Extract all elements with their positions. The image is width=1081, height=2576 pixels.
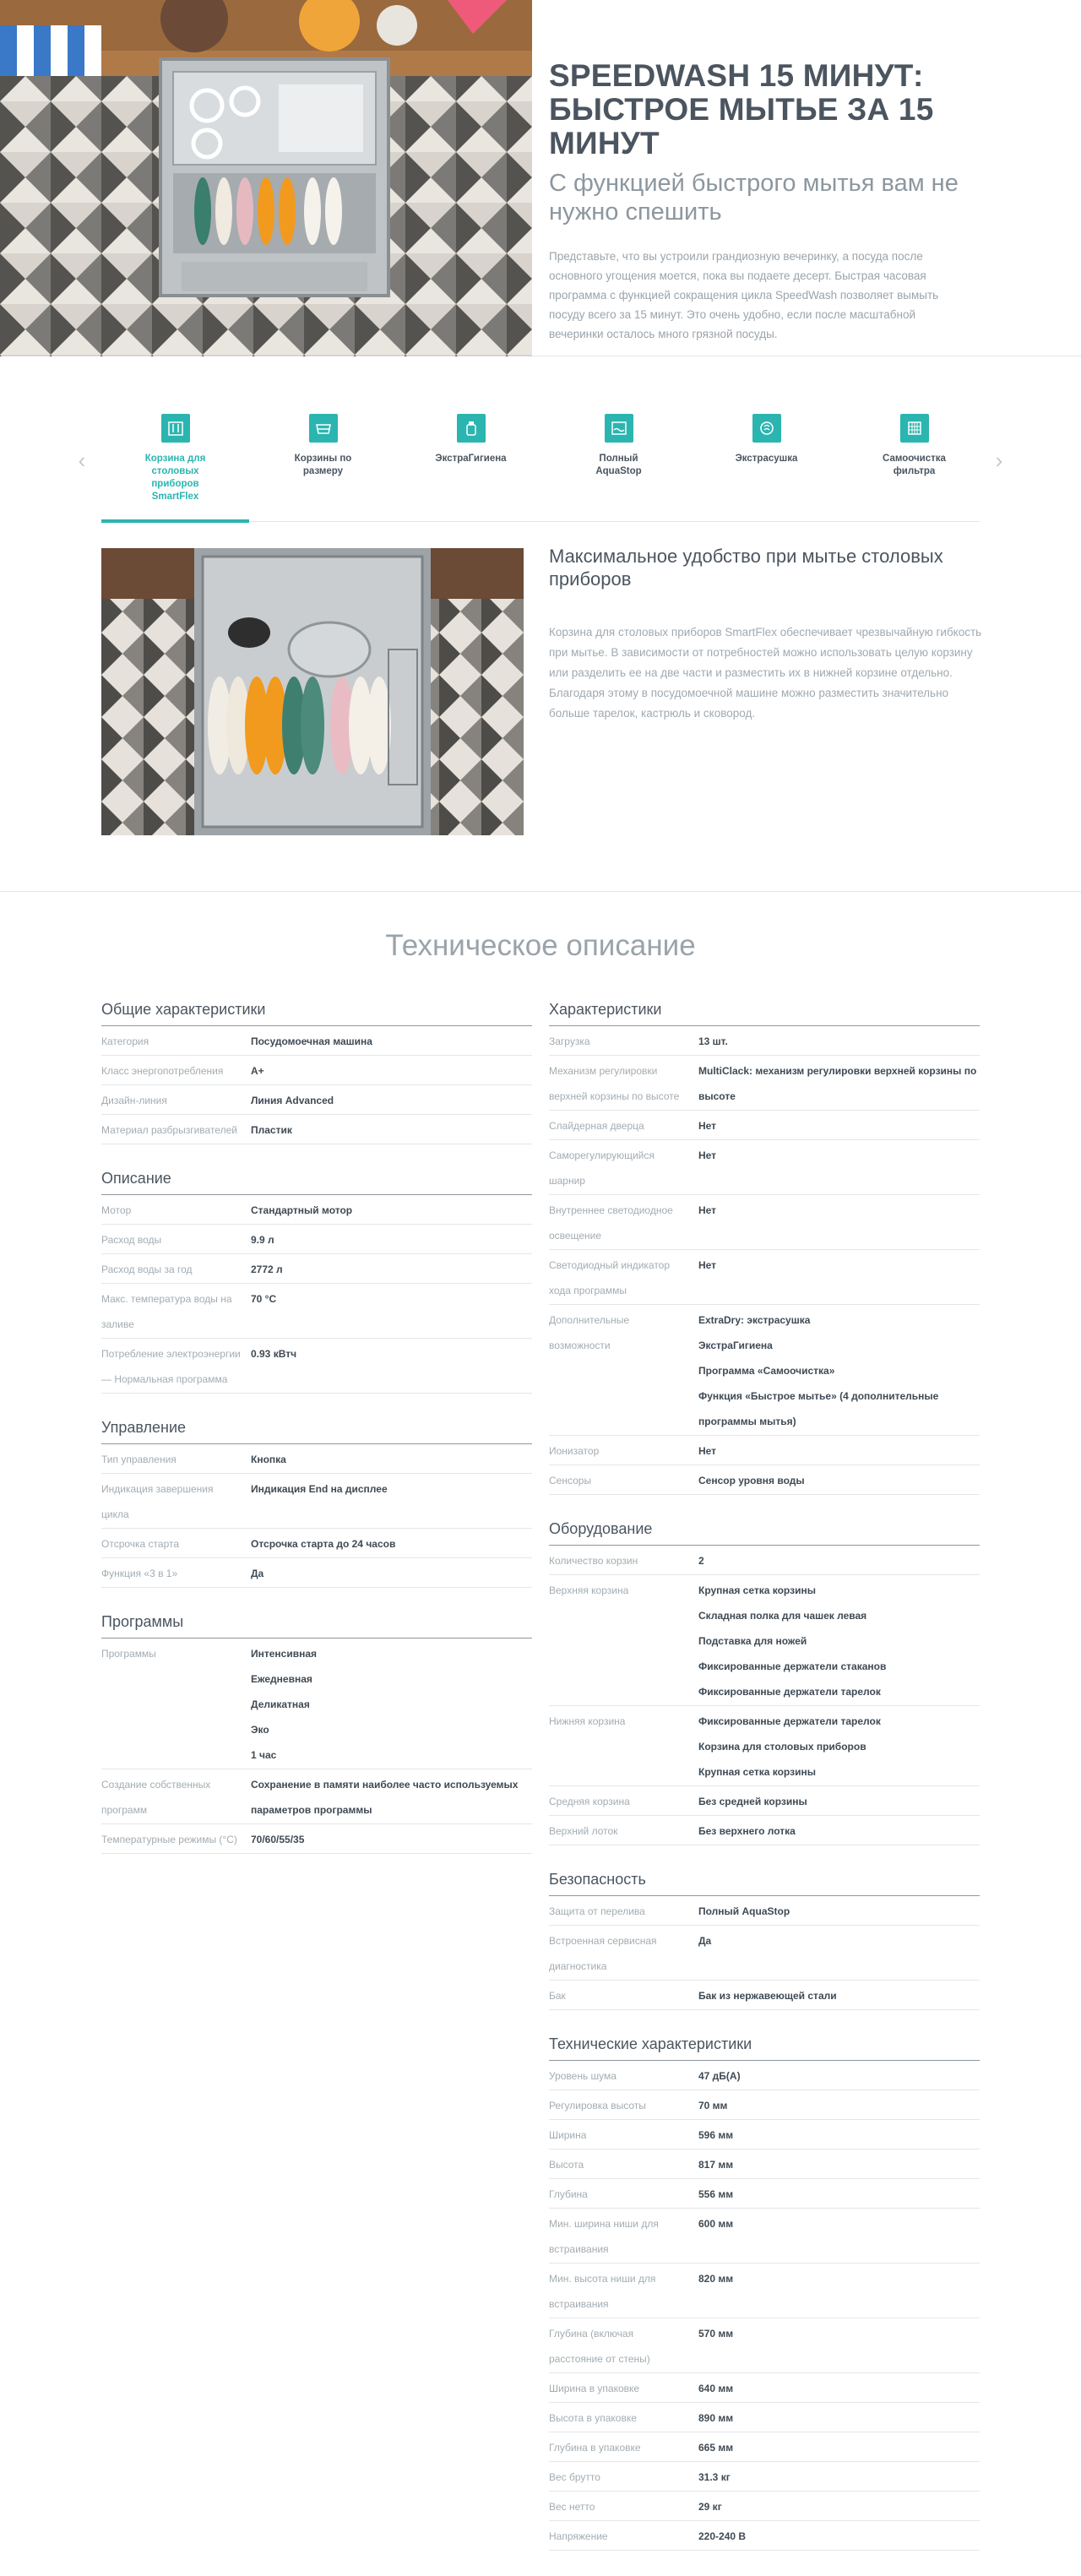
spec-value [251, 1088, 532, 1113]
tab-filter-cleaning[interactable] [840, 414, 988, 521]
tab-label: Корзины по размеру [294, 454, 352, 476]
filter-icon [900, 414, 929, 443]
spec-row [101, 1444, 532, 1474]
spec-key: Нижняя корзина [549, 1715, 626, 1727]
spec-group-title: Описание [101, 1170, 532, 1195]
spec-value [251, 1827, 532, 1852]
spec-value-line: Складная полка для чашек левая [698, 1610, 867, 1622]
spec-row [549, 1250, 980, 1305]
spec-value-line: Сенсор уровня воды [698, 1475, 805, 1486]
spec-row [101, 1339, 532, 1394]
spec-row [549, 1786, 980, 1816]
spec-key: Глубина (включая расстояние от стены) [549, 2328, 650, 2365]
spec-key: Средняя корзина [549, 1796, 630, 1807]
spec-key: Механизм регулировки верхней корзины по высоте [549, 1065, 680, 1102]
tab-smartflex[interactable] [101, 414, 249, 521]
spec-value [251, 1772, 532, 1823]
feature-tabs [101, 397, 980, 522]
spec-value-line: Стандартный мотор [251, 1204, 353, 1216]
spec-row [549, 1305, 980, 1436]
spec-key: Мин. высота ниши для встраивания [549, 2273, 656, 2310]
spec-row [101, 1639, 532, 1769]
spec-value-line: Нет [698, 1259, 717, 1271]
spec-row [101, 1769, 532, 1824]
spec-group [549, 1001, 980, 1495]
spec-key: Глубина в упаковке [549, 2442, 641, 2454]
tab-label: Самоочистка фильтра [883, 454, 946, 476]
spec-value [698, 1818, 980, 1844]
spec-group-title: Характеристики [549, 1001, 980, 1026]
spec-value-line: MultiClack: механизм регулировки верхней корзины по высоте [698, 1065, 977, 1102]
hero-section [0, 0, 1081, 356]
tab-label: ЭкстраГигиена [435, 454, 507, 464]
spec-value [698, 1928, 980, 1979]
spec-row [101, 1195, 532, 1225]
spec-value-line: Да [698, 1935, 712, 1947]
spec-group [101, 1001, 532, 1144]
spec-value-line: 596 мм [698, 2129, 734, 2141]
spec-value [698, 1307, 980, 1434]
spec-group-title: Программы [101, 1613, 532, 1639]
spec-key: Макс. температура воды на заливе [101, 1293, 232, 1330]
spec-value [698, 2321, 980, 2372]
spec-group [549, 1871, 980, 2010]
spec-value-line: 2772 л [251, 1264, 283, 1275]
spec-value [698, 2093, 980, 2118]
hero-image [0, 0, 532, 356]
feature-image [101, 548, 524, 835]
tab-extra-hygiene[interactable] [397, 414, 545, 521]
tab-basket-sizes[interactable] [249, 414, 397, 521]
spec-group-title: Управление [101, 1419, 532, 1444]
spec-row [101, 1115, 532, 1144]
spec-value [251, 1476, 532, 1527]
spec-value-line: Эко [251, 1724, 269, 1736]
spec-value [698, 1468, 980, 1493]
spec-value [698, 2465, 980, 2490]
spec-value-line: 31.3 кг [698, 2471, 731, 2483]
active-tab-indicator [101, 519, 249, 523]
spec-value [698, 1438, 980, 1464]
spec-row [101, 1056, 532, 1085]
spec-value-line: Полный AquaStop [698, 1905, 790, 1917]
feature-title: Максимальное удобство при мытье столовых приборов [549, 546, 943, 590]
specs-right-column [549, 1001, 980, 2576]
spec-value-line: Интенсивная [251, 1648, 318, 1660]
spec-value-line: Программа «Самоочистка» [698, 1365, 835, 1377]
spec-value-line: 820 мм [698, 2273, 734, 2285]
spec-value-line: 556 мм [698, 2188, 734, 2200]
spec-key: Индикация завершения цикла [101, 1483, 214, 1520]
spec-value [698, 1709, 980, 1785]
lower-basket-image [101, 548, 524, 835]
spec-value-line: Пластик [251, 1124, 292, 1136]
spec-value-line: 640 мм [698, 2383, 734, 2394]
spec-row [549, 2462, 980, 2492]
spec-key: Потребление электроэнергии — Нормальная программа [101, 1348, 241, 1385]
spec-row [549, 2264, 980, 2318]
spec-value [698, 1113, 980, 1139]
carousel-next-arrow-icon[interactable]: › [995, 447, 1003, 473]
spec-value [698, 1899, 980, 1924]
spec-value-line: Нет [698, 1149, 717, 1161]
spec-row [549, 1436, 980, 1465]
drying-icon [752, 414, 781, 443]
hero-subtitle: С функцией быстрого мытья вам не нужно спешить [549, 170, 959, 226]
spec-key: Слайдерная дверца [549, 1120, 644, 1132]
spec-value [698, 2122, 980, 2148]
spec-value [251, 1227, 532, 1253]
spec-value-line: Кнопка [251, 1454, 286, 1465]
spec-value [251, 1286, 532, 1337]
spec-value-line: A+ [251, 1065, 264, 1077]
spec-key: Дизайн-линия [101, 1095, 167, 1106]
feature-text [549, 545, 988, 724]
spec-row [101, 1474, 532, 1529]
spec-value-line: 817 мм [698, 2159, 734, 2171]
spec-value [698, 1198, 980, 1248]
spec-value-line: Бак из нержавеющей стали [698, 1990, 837, 2002]
spec-key: Встроенная сервисная диагностика [549, 1935, 657, 1972]
spec-group-title: Оборудование [549, 1520, 980, 1546]
spec-value [698, 2063, 980, 2089]
spec-row [101, 1824, 532, 1854]
spec-value [251, 1117, 532, 1143]
spec-value [698, 1029, 980, 1054]
tab-label: Корзина для столовых приборов SmartFlex [144, 454, 206, 502]
spec-key: Напряжение [549, 2530, 608, 2542]
spec-row [549, 1140, 980, 1195]
tab-extra-drying[interactable] [693, 414, 840, 521]
spec-key: Мотор [101, 1204, 132, 1216]
spec-row [549, 2179, 980, 2209]
spec-value-line: 2 [698, 1555, 704, 1567]
spec-key: Функция «3 в 1» [101, 1568, 178, 1579]
spec-key: Мин. ширина ниши для встраивания [549, 2218, 659, 2255]
spec-row [549, 2492, 980, 2521]
spec-key: Категория [101, 1035, 149, 1047]
spec-value-line: 9.9 л [251, 1234, 274, 1246]
spec-value [251, 1341, 532, 1392]
spec-group-title: Общие характеристики [101, 1001, 532, 1026]
spec-value [698, 2376, 980, 2401]
spec-value-line: 600 мм [698, 2218, 734, 2230]
specs-left-column [101, 1001, 532, 1879]
spec-value-line: Нет [698, 1120, 717, 1132]
spec-row [549, 2120, 980, 2149]
spec-row [101, 1284, 532, 1339]
spec-value [698, 1253, 980, 1303]
spec-value-line: Индикация End на дисплее [251, 1483, 388, 1495]
spec-key: Расход воды за год [101, 1264, 193, 1275]
spec-key: Отсрочка старта [101, 1538, 180, 1550]
spec-row [549, 2209, 980, 2264]
spec-value-line: 70 мм [698, 2100, 728, 2111]
spec-row [549, 1926, 980, 1981]
spec-value [251, 1198, 532, 1223]
hero-description: Представьте, что вы устроили грандиозную вечеринку, а посуда после основного угощения моется, пока вы подаете десерт. Быстрая часовая программа с функцией сокращения цикла SpeedWash позволяет вымыть посуду всего за 15 минут. Это очень удобно, если после масштабной вечеринки осталось много грязной посуды. [549, 250, 939, 340]
spec-value-line: Без средней корзины [698, 1796, 807, 1807]
spec-value [698, 2524, 980, 2549]
spec-value [251, 1058, 532, 1084]
spec-value-line: Деликатная [251, 1698, 310, 1710]
section-divider [0, 891, 1081, 892]
spec-row [549, 1026, 980, 1056]
spec-value-line: 665 мм [698, 2442, 734, 2454]
specs-heading: Техническое описание [385, 929, 696, 962]
spec-value [698, 1578, 980, 1704]
spec-key: Вес нетто [549, 2501, 595, 2513]
spec-row [549, 1111, 980, 1140]
spec-value [698, 2405, 980, 2431]
spec-row [101, 1225, 532, 1254]
spec-value-line: Ежедневная [251, 1673, 312, 1685]
spec-row [549, 1056, 980, 1111]
basket-size-icon [309, 414, 338, 443]
spec-key: Защита от перелива [549, 1905, 645, 1917]
spec-value [698, 2266, 980, 2317]
spec-value-line: Функция «Быстрое мытье» (4 дополнительные программы мытья) [698, 1390, 939, 1427]
spec-value-line: Посудомоечная машина [251, 1035, 372, 1047]
spec-value-line: Корзина для столовых приборов [698, 1741, 866, 1753]
aquastop-icon [605, 414, 633, 443]
spec-key: Бак [549, 1990, 566, 2002]
spec-value [698, 2182, 980, 2207]
spec-value-line: 1 час [251, 1749, 277, 1761]
spec-value [698, 1143, 980, 1193]
spec-row [101, 1529, 532, 1558]
spec-value [698, 1983, 980, 2008]
spec-value-line: 0.93 кВтч [251, 1348, 297, 1360]
spec-group [101, 1419, 532, 1588]
spec-value-line: Без верхнего лотка [698, 1825, 796, 1837]
dishwasher-open-image [0, 0, 532, 356]
spec-key: Высота в упаковке [549, 2412, 637, 2424]
spec-key: Тип управления [101, 1454, 177, 1465]
spec-value-line: Линия Advanced [251, 1095, 334, 1106]
spec-value-line: Фиксированные держатели тарелок [698, 1686, 881, 1698]
spec-value-line: 570 мм [698, 2328, 734, 2340]
spec-row [549, 1465, 980, 1495]
spec-value-line: Фиксированные держатели тарелок [698, 1715, 881, 1727]
spec-row [549, 1575, 980, 1706]
spec-row [549, 2061, 980, 2090]
spec-row [549, 2090, 980, 2120]
spec-value-line: 220-240 В [698, 2530, 747, 2542]
spec-value-line: Фиксированные держатели стаканов [698, 1660, 887, 1672]
spec-key: Саморегулирующийся шарнир [549, 1149, 655, 1187]
spec-row [101, 1558, 532, 1588]
spec-value-line: Да [251, 1568, 264, 1579]
spec-key: Дополнительные возможности [549, 1314, 629, 1351]
spec-value [698, 2494, 980, 2519]
spec-group [101, 1170, 532, 1394]
carousel-prev-arrow-icon[interactable]: ‹ [78, 447, 86, 473]
spec-key: Уровень шума [549, 2070, 617, 2082]
spec-key: Высота [549, 2159, 584, 2171]
spec-value-line: 70/60/55/35 [251, 1834, 305, 1845]
spec-value-line: 47 дБ(А) [698, 2070, 741, 2082]
feature-description: Корзина для столовых приборов SmartFlex обеспечивает чрезвычайную гибкость при мытье. В зависимости от потребностей можно использовать целую корзину или разделить ее на две части и разместить их в нижней корзине отдельно. Благодаря этому в посудомоечной машине можно разместить значительно больше тарелок, кастрюль и сковород. [549, 626, 982, 720]
spec-value-line: Подставка для ножей [698, 1635, 807, 1647]
tab-aquastop[interactable] [545, 414, 693, 521]
spec-value-line: Сохранение в памяти наиболее часто используемых параметров программы [251, 1779, 519, 1816]
hero-text [549, 59, 988, 344]
spec-key: Внутреннее светодиодное освещение [549, 1204, 673, 1242]
spec-value-line: 29 кг [698, 2501, 722, 2513]
spec-value [251, 1531, 532, 1557]
spec-row [549, 1546, 980, 1575]
spec-group [549, 2035, 980, 2551]
spec-row [549, 2521, 980, 2551]
spec-key: Вес брутто [549, 2471, 600, 2483]
spec-key: Верхний лоток [549, 1825, 618, 1837]
spec-row [549, 1706, 980, 1786]
spec-value [251, 1029, 532, 1054]
spec-value-line: Отсрочка старта до 24 часов [251, 1538, 396, 1550]
spec-key: Светодиодный индикатор хода программы [549, 1259, 671, 1296]
spec-value [251, 1447, 532, 1472]
tab-label: Экстрасушка [735, 454, 798, 464]
spec-key: Верхняя корзина [549, 1584, 629, 1596]
spec-key: Загрузка [549, 1035, 590, 1047]
spec-value [251, 1257, 532, 1282]
spec-key: Ионизатор [549, 1445, 600, 1457]
spec-value-line: 890 мм [698, 2412, 734, 2424]
tab-label: Полный AquaStop [595, 454, 642, 476]
spec-value-line: Крупная сетка корзины [698, 1766, 816, 1778]
spec-value-line: Крупная сетка корзины [698, 1584, 816, 1596]
spec-row [549, 2403, 980, 2432]
spec-value [251, 1641, 532, 1768]
spec-group-title: Безопасность [549, 1871, 980, 1896]
spec-row [101, 1026, 532, 1056]
spec-key: Создание собственных программ [101, 1779, 211, 1816]
spec-key: Класс энергопотребления [101, 1065, 224, 1077]
spec-value-line: Нет [698, 1445, 717, 1457]
spec-row [101, 1254, 532, 1284]
spec-value-line: ЭкстраГигиена [698, 1340, 773, 1351]
spec-key: Температурные режимы (°C) [101, 1834, 237, 1845]
spec-row [549, 1816, 980, 1845]
spec-value [698, 1548, 980, 1573]
spec-value [251, 1561, 532, 1586]
spec-row [549, 2432, 980, 2462]
spec-key: Количество корзин [549, 1555, 638, 1567]
spec-key: Ширина в упаковке [549, 2383, 640, 2394]
spec-value [698, 2211, 980, 2262]
spec-row [101, 1085, 532, 1115]
spec-group-title: Технические характеристики [549, 2035, 980, 2061]
spec-value-line: 70 °C [251, 1293, 277, 1305]
spec-row [549, 2149, 980, 2179]
bottle-icon [457, 414, 486, 443]
spec-row [549, 1896, 980, 1926]
spec-value-line: 13 шт. [698, 1035, 728, 1047]
spec-key: Расход воды [101, 1234, 162, 1246]
spec-row [549, 1981, 980, 2010]
spec-value [698, 2152, 980, 2177]
spec-value [698, 1789, 980, 1814]
spec-value [698, 2435, 980, 2460]
spec-key: Программы [101, 1648, 156, 1660]
spec-value-line: ExtraDry: экстрасушка [698, 1314, 811, 1326]
spec-key: Сенсоры [549, 1475, 592, 1486]
spec-key: Ширина [549, 2129, 587, 2141]
spec-group [549, 1520, 980, 1845]
spec-row [549, 2318, 980, 2373]
spec-group [101, 1613, 532, 1854]
spec-value [698, 1058, 980, 1109]
spec-row [549, 1195, 980, 1250]
spec-row [549, 2373, 980, 2403]
cutlery-basket-icon [161, 414, 190, 443]
spec-key: Регулировка высоты [549, 2100, 646, 2111]
hero-title: SPEEDWASH 15 МИНУТ: БЫСТРОЕ МЫТЬЕ ЗА 15 МИНУТ [549, 58, 934, 160]
spec-key: Материал разбрызгивателей [101, 1124, 237, 1136]
spec-value-line: Нет [698, 1204, 717, 1216]
spec-key: Глубина [549, 2188, 588, 2200]
